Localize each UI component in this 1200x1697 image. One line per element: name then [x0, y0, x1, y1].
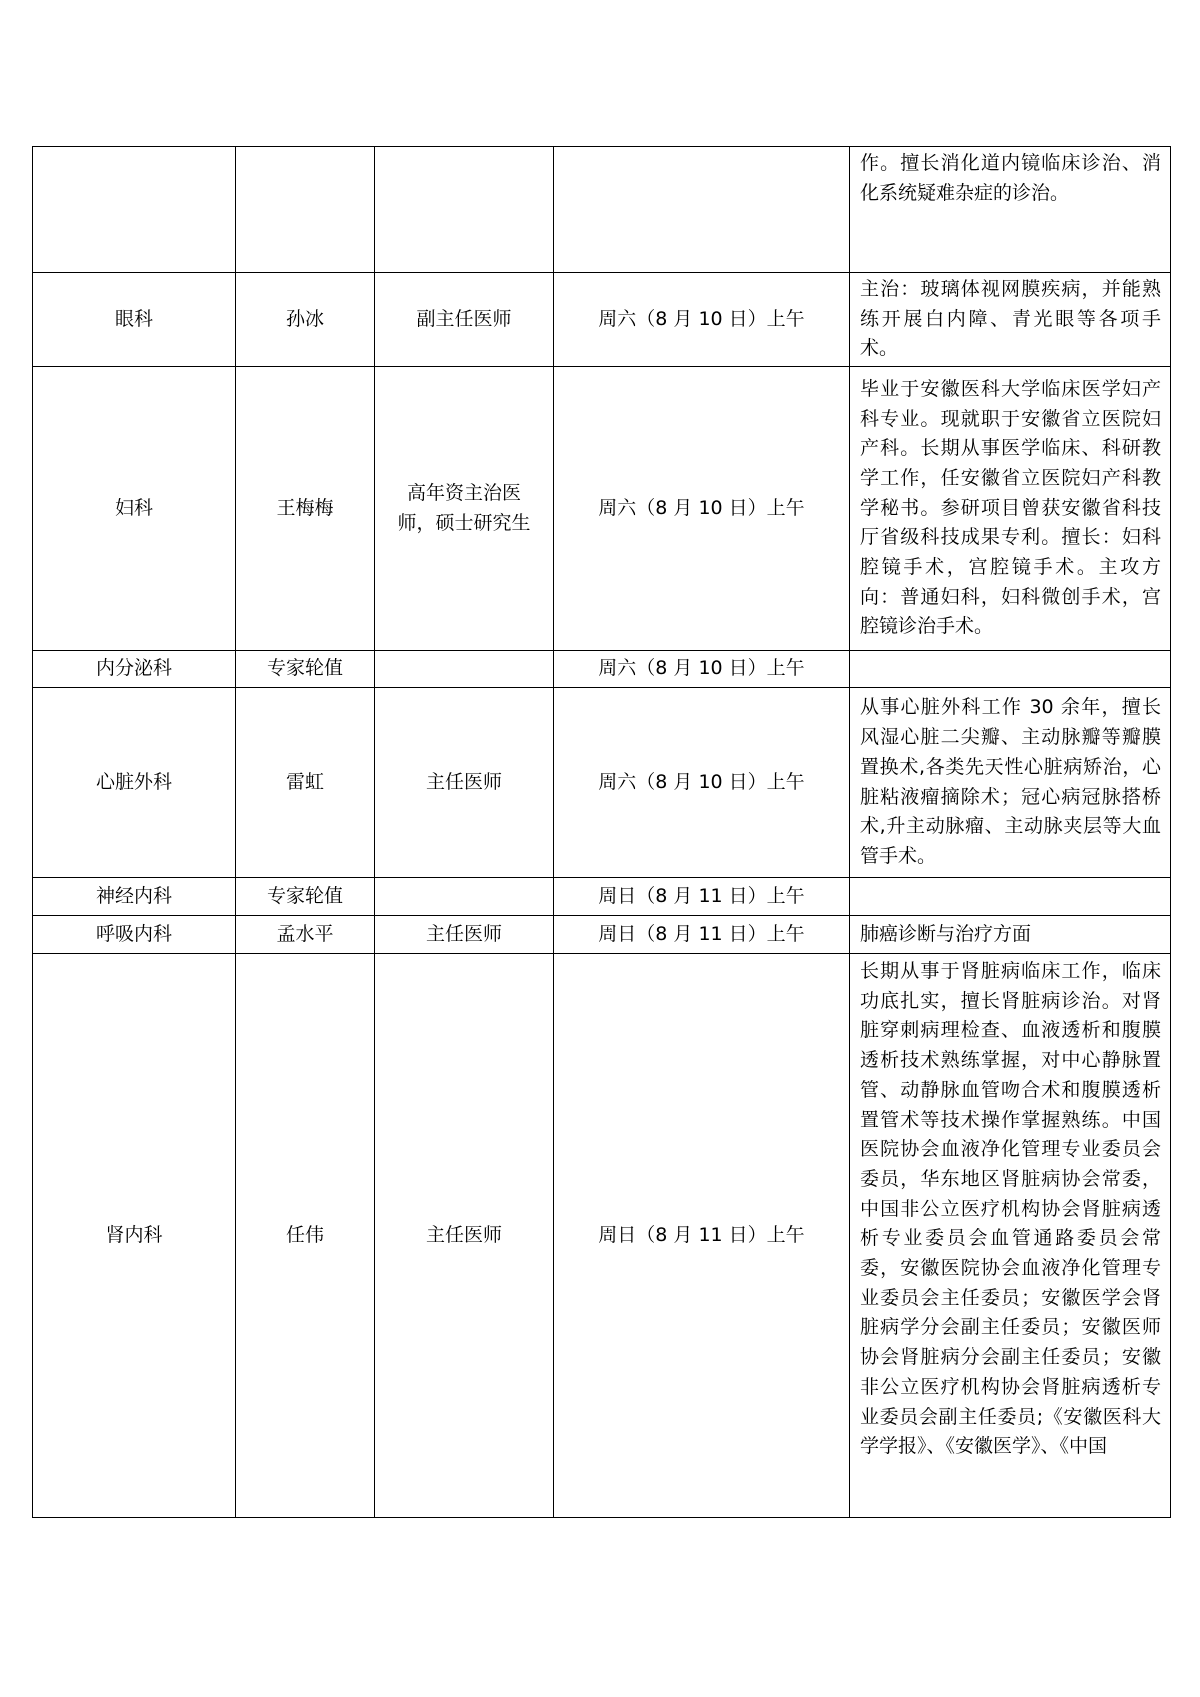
doctor-cell: 雷虹 — [236, 688, 375, 878]
description-cell: 作。擅长消化道内镜临床诊治、消化系统疑难杂症的诊治。 — [850, 147, 1171, 273]
schedule-cell — [554, 147, 850, 273]
doctor-cell: 专家轮值 — [236, 878, 375, 916]
schedule-cell: 周日（8 月 11 日）上午 — [554, 954, 850, 1518]
schedule-cell: 周六（8 月 10 日）上午 — [554, 273, 850, 367]
table-row — [33, 688, 1171, 878]
description-cell — [850, 954, 1171, 1518]
department-cell: 妇科 — [33, 367, 236, 651]
doctor-cell: 孟水平 — [236, 916, 375, 954]
title-cell: 副主任医师 — [375, 273, 554, 367]
schedule-cell: 周日（8 月 11 日）上午 — [554, 878, 850, 916]
schedule-cell: 周六（8 月 10 日）上午 — [554, 651, 850, 688]
table-row — [33, 651, 1171, 688]
title-cell: 主任医师 — [375, 954, 554, 1518]
description-cell — [850, 878, 1171, 916]
title-cell: 高年资主治医师，硕士研究生 — [375, 367, 554, 651]
title-cell — [375, 651, 554, 688]
table-row — [33, 147, 1171, 273]
schedule-cell: 周六（8 月 10 日）上午 — [554, 688, 850, 878]
doctor-cell: 孙冰 — [236, 273, 375, 367]
description-cell: 肺癌诊断与治疗方面 — [850, 916, 1171, 954]
department-cell: 神经内科 — [33, 878, 236, 916]
description-cell — [850, 651, 1171, 688]
department-cell: 眼科 — [33, 273, 236, 367]
title-cell — [375, 147, 554, 273]
description-cell: 从事心脏外科工作 30 余年，擅长风湿心脏二尖瓣、主动脉瓣等瓣膜置换术,各类先天性心脏病矫治，心脏粘液瘤摘除术；冠心病冠脉搭桥术,升主动脉瘤、主动脉夹层等大血管手术。 — [850, 688, 1171, 878]
description-cell: 主治：玻璃体视网膜疾病，并能熟练开展白内障、青光眼等各项手术。 — [850, 273, 1171, 367]
doctor-cell: 专家轮值 — [236, 651, 375, 688]
title-cell: 主任医师 — [375, 688, 554, 878]
table-row — [33, 878, 1171, 916]
doctor-schedule-table — [32, 146, 1171, 1518]
table-row — [33, 954, 1171, 1518]
department-cell: 呼吸内科 — [33, 916, 236, 954]
description-text: 长期从事于肾脏病临床工作，临床功底扎实，擅长肾脏病诊治。对肾脏穿刺病理检查、血液透析和腹膜透析技术熟练掌握，对中心静脉置管、动静脉血管吻合术和腹膜透析置管术等技术操作掌握熟练。中国医院协会血液净化管理专业委员会委员，华东地区肾脏病协会常委，中国非公立医疗机构协会肾脏病透析专业委员会血管通路委员会常委，安徽医院协会血液净化管理专业委员会主任委员；安徽医学会肾脏病学分会副主任委员；安徽医师协会肾脏病分会副主任委员；安徽非公立医疗机构协会肾脏病透析专业委员会副主任委员;《安徽医科大学学报》、《安徽医学》、《中国 — [860, 960, 1161, 1458]
table-row — [33, 916, 1171, 954]
title-cell — [375, 878, 554, 916]
department-cell: 内分泌科 — [33, 651, 236, 688]
doctor-cell: 王梅梅 — [236, 367, 375, 651]
schedule-cell: 周日（8 月 11 日）上午 — [554, 916, 850, 954]
title-cell: 主任医师 — [375, 916, 554, 954]
department-cell: 心脏外科 — [33, 688, 236, 878]
table-row — [33, 273, 1171, 367]
doctor-cell: 任伟 — [236, 954, 375, 1518]
schedule-cell: 周六（8 月 10 日）上午 — [554, 367, 850, 651]
description-cell: 毕业于安徽医科大学临床医学妇产科专业。现就职于安徽省立医院妇产科。长期从事医学临床、科研教学工作，任安徽省立医院妇产科教学秘书。参研项目曾获安徽省科技厅省级科技成果专利。擅长：妇科腔镜手术，宫腔镜手术。主攻方向：普通妇科，妇科微创手术，宫腔镜诊治手术。 — [850, 367, 1171, 651]
department-cell: 肾内科 — [33, 954, 236, 1518]
department-cell — [33, 147, 236, 273]
table-row — [33, 367, 1171, 651]
doctor-cell — [236, 147, 375, 273]
